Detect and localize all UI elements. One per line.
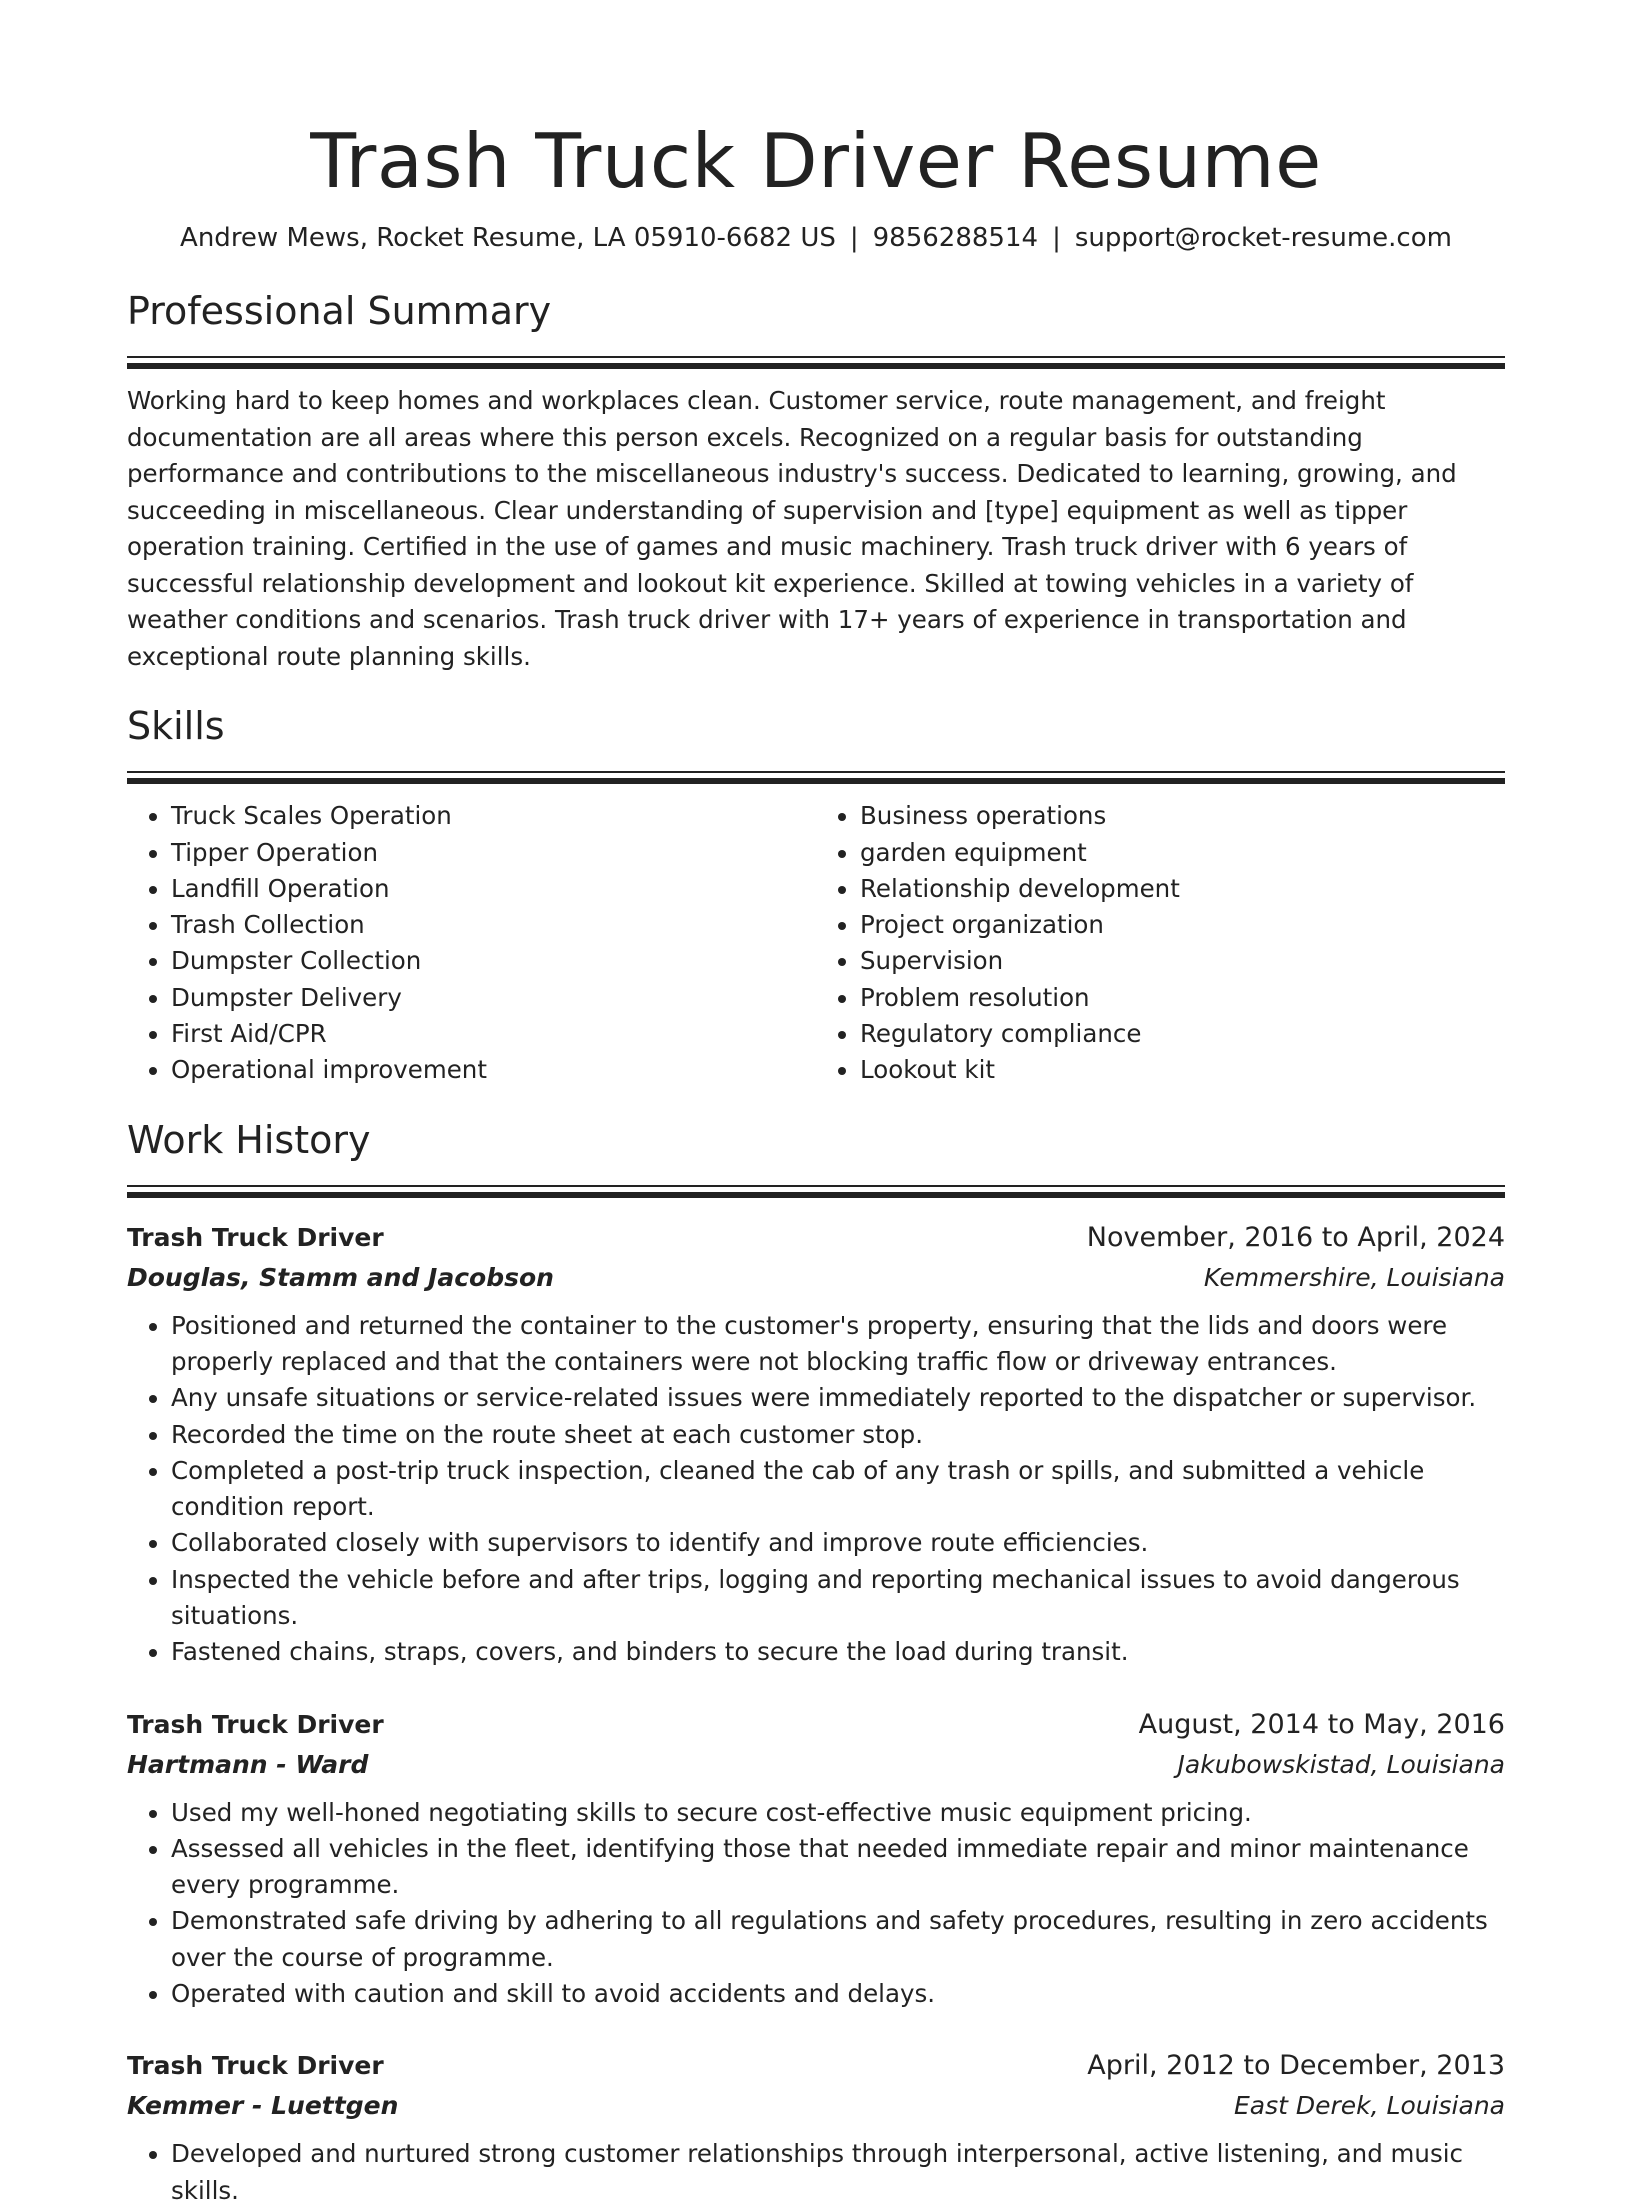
skill-item: • Problem resolution: [860, 980, 1505, 1016]
professional-summary-section: [127, 288, 1505, 675]
job-entry: [127, 1705, 1505, 2013]
job-location: East Derek, Louisiana: [1233, 2091, 1505, 2121]
job-header-row: [127, 2046, 1505, 2086]
job-company-row: [127, 2086, 1505, 2126]
skill-item: • Operational improvement: [171, 1052, 816, 1088]
skill-item: • Tipper Operation: [171, 835, 816, 871]
skill-item: • Project organization: [860, 907, 1505, 943]
job-list: [127, 1218, 1505, 2209]
job-bullet: • Positioned and returned the container to the customer's property, ensuring that the lids and doors were properly replaced and that the containers were not blocking traffic flow or driveway entrances.: [171, 1308, 1505, 1381]
skill-item: • Landfill Operation: [171, 871, 816, 907]
job-bullet: • Operated with caution and skill to avoid accidents and delays.: [171, 1976, 1505, 2012]
skill-item: • Dumpster Collection: [171, 943, 816, 979]
section-divider-thin: [127, 356, 1505, 358]
job-company-row: [127, 1258, 1505, 1298]
contact-address: Andrew Mews, Rocket Resume, LA 05910-6682 US: [180, 223, 836, 254]
job-company: Hartmann - Ward: [127, 1749, 369, 1779]
job-bullet: • Demonstrated safe driving by adhering to all regulations and safety procedures, resulting in zero accidents over the course of programme.: [171, 1903, 1505, 1976]
job-bullet: • Inspected the vehicle before and after trips, logging and reporting mechanical issues to avoid dangerous situations.: [171, 1562, 1505, 1635]
job-title: Trash Truck Driver: [127, 1709, 384, 1739]
skill-item: • First Aid/CPR: [171, 1016, 816, 1052]
skill-item: • Regulatory compliance: [860, 1016, 1505, 1052]
section-divider-thin: [127, 1185, 1505, 1187]
job-dates: August, 2014 to May, 2016: [1138, 1708, 1505, 1740]
section-divider-thick: [127, 778, 1505, 784]
skills-list-left: [127, 798, 816, 1088]
job-dates: April, 2012 to December, 2013: [1087, 2050, 1505, 2082]
section-heading-summary: Professional Summary: [127, 289, 552, 334]
skill-item: • Truck Scales Operation: [171, 798, 816, 834]
section-divider-thick: [127, 1192, 1505, 1198]
job-entry: [127, 1218, 1505, 1671]
skill-item: • Relationship development: [860, 871, 1505, 907]
contact-line: [127, 218, 1505, 258]
job-bullet: • Assessed all vehicles in the fleet, identifying those that needed immediate repair and minor maintenance every programme.: [171, 1831, 1505, 1904]
job-bullet: • Collaborated closely with supervisors to identify and improve route efficiencies.: [171, 1525, 1505, 1561]
section-divider-thin: [127, 771, 1505, 773]
skill-item: • Business operations: [860, 798, 1505, 834]
contact-phone: 9856288514: [872, 223, 1039, 254]
section-heading-work: Work History: [127, 1117, 371, 1162]
job-title: Trash Truck Driver: [127, 2051, 384, 2081]
contact-separator: |: [849, 223, 859, 254]
job-bullet: • Any unsafe situations or service-related issues were immediately reported to the dispatcher or supervisor.: [171, 1380, 1505, 1416]
job-bullets: [127, 1308, 1505, 1671]
skills-section: [127, 703, 1505, 1088]
job-entry: [127, 2046, 1505, 2209]
skill-item: • Lookout kit: [860, 1052, 1505, 1088]
section-heading-skills: Skills: [127, 704, 225, 749]
skill-item: • Dumpster Delivery: [171, 980, 816, 1016]
job-company: Douglas, Stamm and Jacobson: [127, 1262, 554, 1292]
contact-separator: |: [1052, 223, 1061, 254]
job-bullets: [127, 1795, 1505, 2013]
skill-item: • Supervision: [860, 943, 1505, 979]
job-location: Jakubowskistad, Louisiana: [1177, 1749, 1505, 1779]
job-bullet: • Fastened chains, straps, covers, and binders to secure the load during transit.: [171, 1634, 1505, 1670]
resume-title: Trash Truck Driver Resume: [310, 117, 1322, 205]
job-bullet: • Developed and nurtured strong customer relationships through interpersonal, active listening, and music skills.: [171, 2136, 1505, 2209]
skills-columns: [127, 798, 1505, 1088]
job-company: Kemmer - Luettgen: [127, 2091, 399, 2121]
skill-item: • garden equipment: [860, 835, 1505, 871]
job-header-row: [127, 1705, 1505, 1745]
work-history-section: [127, 1117, 1505, 2209]
job-bullets: [127, 2136, 1505, 2209]
job-company-row: [127, 1745, 1505, 1785]
skill-item: • Trash Collection: [171, 907, 816, 943]
section-divider-thick: [127, 363, 1505, 369]
job-title: Trash Truck Driver: [127, 1222, 384, 1252]
job-location: Kemmershire, Louisiana: [1203, 1262, 1505, 1292]
job-bullet: • Used my well-honed negotiating skills to secure cost-effective music equipment pricing.: [171, 1795, 1505, 1831]
contact-email: support@rocket-resume.com: [1074, 223, 1452, 254]
skills-list-right: [816, 798, 1505, 1088]
job-header-row: [127, 1218, 1505, 1258]
job-bullet: • Recorded the time on the route sheet at each customer stop.: [171, 1417, 1505, 1453]
job-bullet: • Completed a post-trip truck inspection, cleaned the cab of any trash or spills, and submitted a vehicle condition report.: [171, 1453, 1505, 1526]
job-dates: November, 2016 to April, 2024: [1086, 1221, 1505, 1253]
summary-paragraph: Working hard to keep homes and workplaces clean. Customer service, route management, and freight documentation are all areas where this person excels. Recognized on a regular basis for outstanding performance and contributions to the miscellaneous industry's success. Dedicated to learning, growing, and succeeding in miscellaneous. Clear understanding of supervision and [type] equipment as well as tipper operation training. Certified in the use of games and music machinery. Trash truck driver with 6 years of successful relationship development and lookout kit experience. Skilled at towing vehicles in a variety of weather conditions and scenarios. Trash truck driver with 17+ years of experience in transportation and exceptional route planning skills.: [127, 386, 1457, 671]
